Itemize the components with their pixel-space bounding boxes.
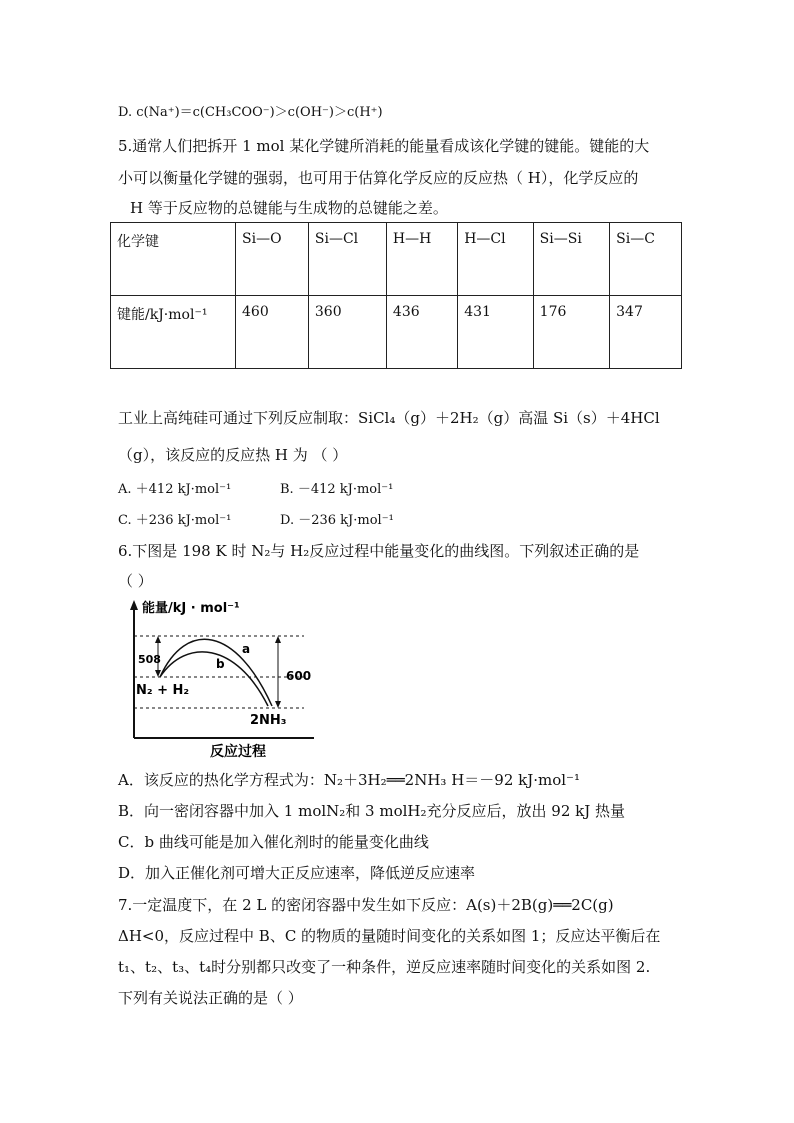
- table-cell: H—Cl: [458, 223, 533, 296]
- table-cell: 460: [236, 296, 309, 369]
- table-cell: Si—O: [236, 223, 309, 296]
- q5-stem-line-1: 5.通常人们把拆开 1 mol 某化学键所消耗的能量看成该化学键的键能。键能的大: [118, 137, 650, 155]
- q5-stem-line-2: 小可以衡量化学键的强弱，也可用于估算化学反应的反应热（ H），化学反应的: [118, 169, 639, 187]
- table-row: [111, 296, 682, 369]
- arrow-up-icon: [275, 636, 281, 643]
- curve-b-label: b: [216, 657, 225, 671]
- q5-option-d: D. －236 kJ·mol⁻¹: [280, 513, 394, 528]
- q7-line-4: 下列有关说法正确的是（ ）: [118, 989, 303, 1007]
- q6-stem-line-2: （ ）: [118, 572, 153, 590]
- arrow-up-icon: [155, 636, 161, 643]
- q5-stem-line-3: H 等于反应物的总键能与生成物的总键能之差。: [130, 199, 448, 217]
- q7-line-1: 7.一定温度下，在 2 L 的密闭容器中发生如下反应：A(s)＋2B(g)══2C(g): [118, 896, 614, 914]
- q7-line-2: ΔH<0，反应过程中 B、C 的物质的量随时间变化的关系如图 1；反应达平衡后在: [118, 927, 661, 945]
- table-cell: H—H: [386, 223, 457, 296]
- x-axis-label: 反应过程: [210, 744, 266, 760]
- energy-diagram: [126, 596, 316, 762]
- table-cell: 176: [533, 296, 609, 369]
- q6-option-c: C．b 曲线可能是加入催化剂时的能量变化曲线: [118, 833, 429, 851]
- q6-option-a: A．该反应的热化学方程式为：N₂＋3H₂══2NH₃ H＝－92 kJ·mol⁻¹: [118, 771, 580, 789]
- curve-a-label: a: [242, 642, 251, 656]
- table-cell: Si—Cl: [308, 223, 386, 296]
- q5-option-c: C. ＋236 kJ·mol⁻¹: [118, 513, 232, 528]
- table-cell: 360: [308, 296, 386, 369]
- y-axis-label: 能量/kJ · mol⁻¹: [142, 601, 240, 616]
- table-row: [111, 223, 682, 296]
- bond-energy-table: [110, 222, 682, 369]
- q5-reaction-line-2: （g），该反应的反应热 H 为 （ ）: [118, 446, 348, 464]
- q5-option-a: A. ＋412 kJ·mol⁻¹: [118, 482, 232, 497]
- reactants-label: N₂ + H₂: [136, 683, 190, 698]
- table-cell: 347: [610, 296, 682, 369]
- q7-line-3: t₁、t₂、t₃、t₄时分别都只改变了一种条件，逆反应速率随时间变化的关系如图 2.: [118, 958, 651, 976]
- q6-option-b: B．向一密闭容器中加入 1 molN₂和 3 molH₂充分反应后，放出 92 kJ 热量: [118, 802, 626, 820]
- table-cell: Si—Si: [533, 223, 609, 296]
- label-600: 600: [286, 669, 312, 683]
- table-cell: 431: [458, 296, 533, 369]
- q5-reaction-line-1: 工业上高纯硅可通过下列反应制取：SiCl₄（g）＋2H₂（g）高温 Si（s）＋4HCl: [118, 409, 660, 427]
- table-cell: Si—C: [610, 223, 682, 296]
- q6-option-d: D．加入正催化剂可增大正反应速率，降低逆反应速率: [118, 864, 476, 882]
- table-cell: 436: [386, 296, 457, 369]
- table-header-bond: 化学键: [111, 223, 236, 296]
- q4-option-d: D. c(Na⁺)＝c(CH₃COO⁻)＞c(OH⁻)＞c(H⁺): [118, 105, 383, 120]
- y-axis-arrow-icon: [130, 600, 138, 610]
- q5-option-b: B. －412 kJ·mol⁻¹: [280, 482, 394, 497]
- q6-stem-line-1: 6.下图是 198 K 时 N₂与 H₂反应过程中能量变化的曲线图。下列叙述正确的是: [118, 542, 640, 560]
- table-header-energy: 键能/kJ·mol⁻¹: [111, 296, 236, 369]
- label-508: 508: [138, 653, 161, 666]
- arrow-down-icon: [275, 701, 281, 708]
- products-label: 2NH₃: [250, 713, 287, 728]
